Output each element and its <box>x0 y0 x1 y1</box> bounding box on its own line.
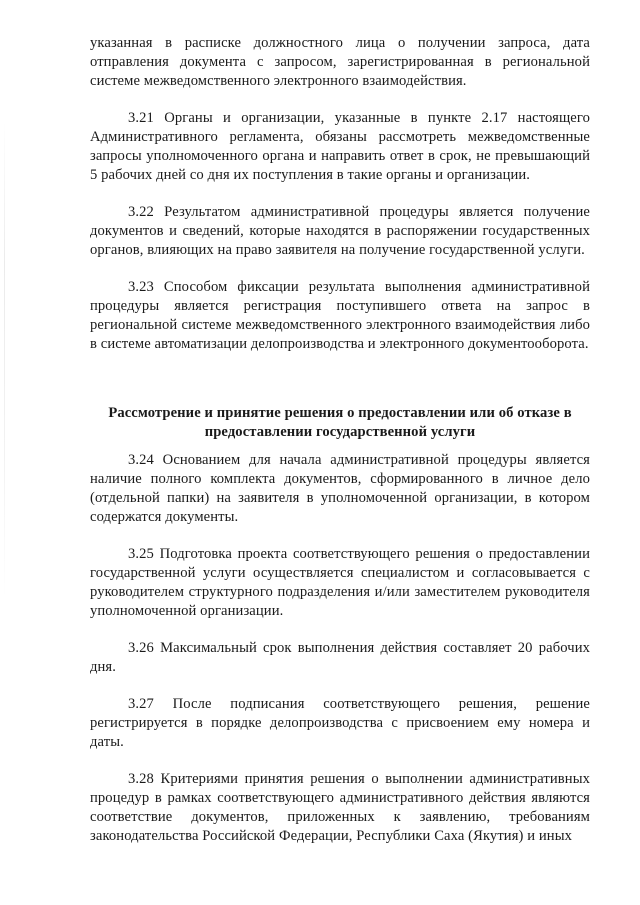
document-page <box>90 34 590 864</box>
paragraph-3-25: 3.25 Подготовка проекта соответствующего решения о предоставлении государственной услуги осуществляется специалистом и согласовывается с руководителем структурного подразделения и/или заместителем руководителя уполномоченной организации. <box>90 546 590 619</box>
intro-paragraph: указанная в расписке должностного лица о получении запроса, дата отправления документа с запросом, зарегистрированная в региональной системе межведомственного электронного взаимодействия. <box>90 35 590 89</box>
section-heading: Рассмотрение и принятие решения о предоставлении или об отказе в предоставлении государственной услуги <box>108 405 572 440</box>
scan-edge-shadow <box>4 120 5 600</box>
paragraph-3-27: 3.27 После подписания соответствующего решения, решение регистрируется в порядке делопроизводства с присвоением ему номера и даты. <box>90 696 590 750</box>
paragraph-3-28: 3.28 Критериями принятия решения о выполнении административных процедур в рамках соответствующего административного действия являются соответствие документов, приложенных к заявлению, требованиям законодательства Российской Федерации, Республики Саха (Якутия) и иных <box>90 771 590 844</box>
paragraph-3-24: 3.24 Основанием для начала административной процедуры является наличие полного комплекта документов, сформированного в личное дело (отдельной папки) на заявителя в уполномоченной организации, в котором содержатся документы. <box>90 452 590 525</box>
paragraph-3-26: 3.26 Максимальный срок выполнения действия составляет 20 рабочих дня. <box>90 640 590 675</box>
paragraph-3-21: 3.21 Органы и организации, указанные в пункте 2.17 настоящего Административного регламента, обязаны рассмотреть межведомственные запросы уполномоченного органа и направить ответ в срок, не превышающий 5 рабочих дней со дня их поступления в такие органы и организации. <box>90 110 590 183</box>
paragraph-3-23: 3.23 Способом фиксации результата выполнения административной процедуры является регистрация поступившего ответа на запрос в региональной системе межведомственного электронного взаимодействия либо в системе автоматизации делопроизводства и электронного документооборота. <box>90 279 590 352</box>
paragraph-3-22: 3.22 Результатом административной процедуры является получение документов и сведений, которые находятся в распоряжении государственных органов, влияющих на право заявителя на получение государственной услуги. <box>90 204 590 258</box>
